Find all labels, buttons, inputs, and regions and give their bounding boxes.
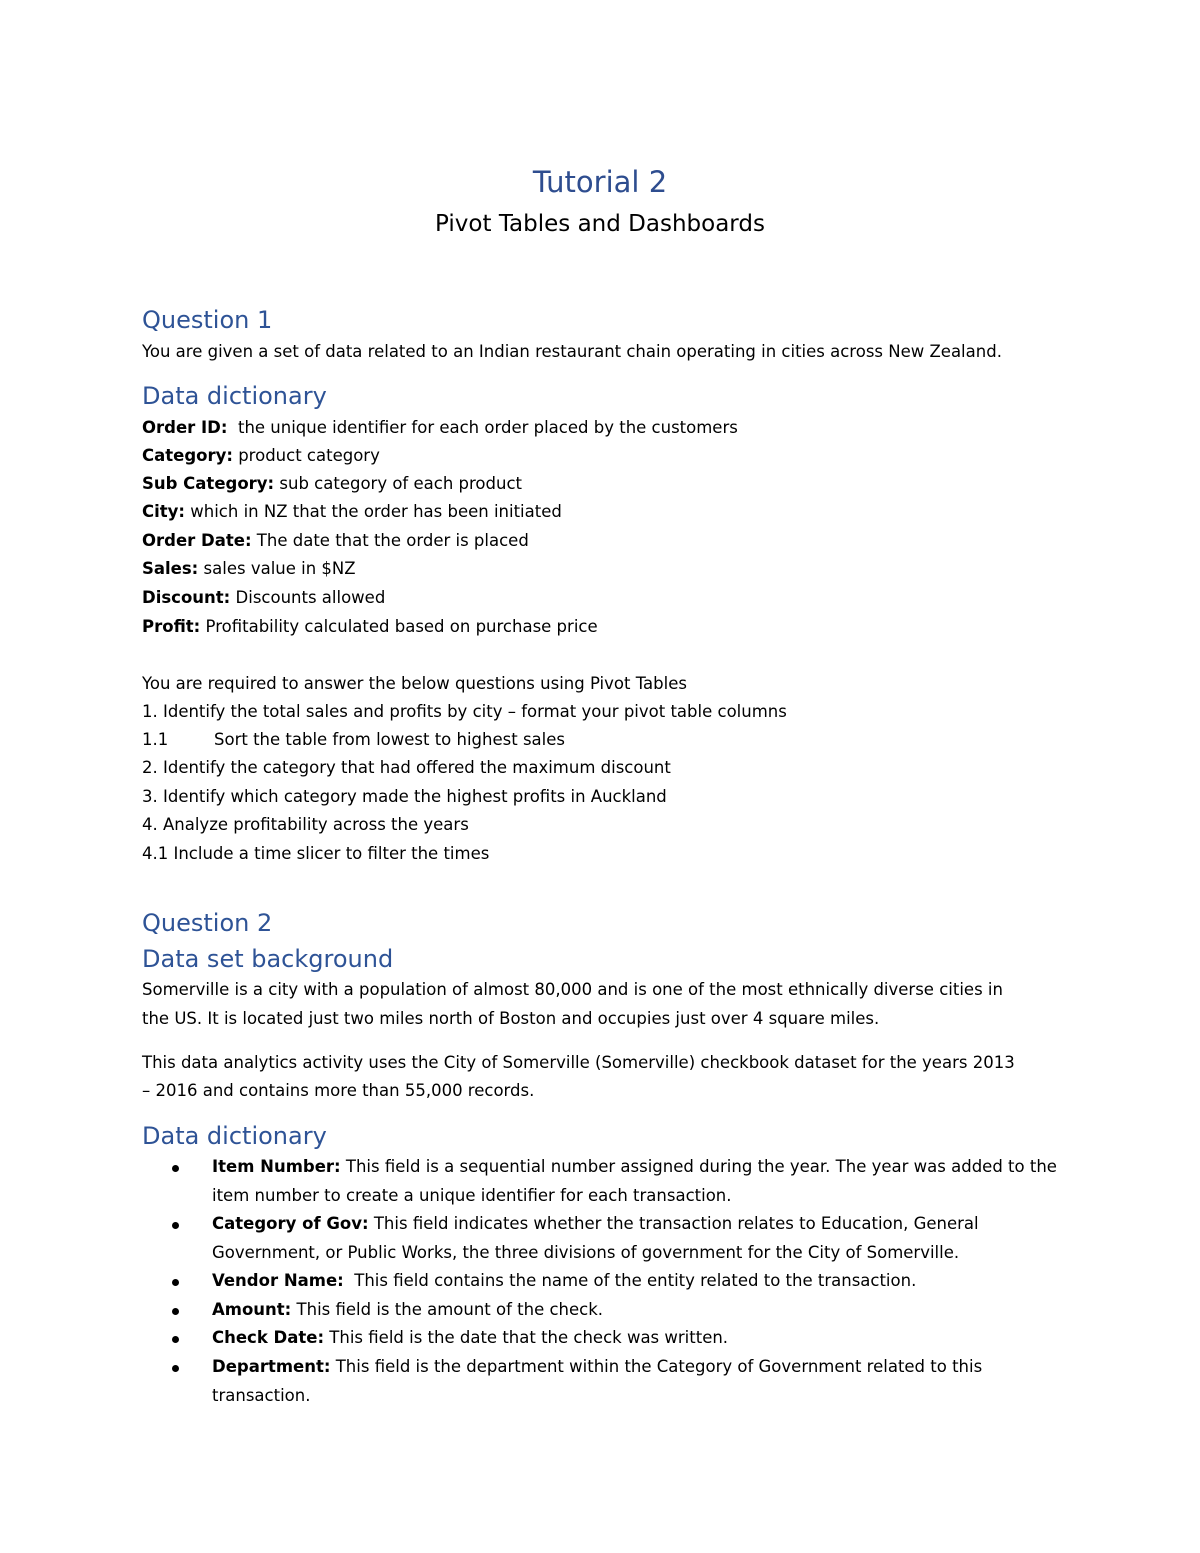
background-paragraph-line: This data analytics activity uses the City of Somerville (Somerville) checkbook dataset for the years 2013 [142,1053,1015,1072]
dictionary-entry [142,584,385,612]
document-title: Tutorial 2 [532,165,668,199]
dictionary-entry [142,555,356,583]
dictionary-entry [142,442,380,470]
dictionary-term: Category: [142,446,233,465]
data-dictionary-heading-2: Data dictionary [142,1122,327,1150]
document-subtitle: Pivot Tables and Dashboards [435,211,765,237]
data-set-background-heading: Data set background [142,945,394,973]
bullet-icon [172,1165,179,1172]
task-item: 4. Analyze profitability across the years [142,815,469,834]
dictionary-desc: product category [232,446,380,465]
dictionary-term: Discount: [142,588,231,607]
dictionary-entry [142,613,598,641]
bullet-icon [172,1279,179,1286]
list-item-text [212,1353,1072,1410]
list-item-term: Amount: [212,1300,292,1319]
list-item-desc: This field is the amount of the check. [291,1300,604,1319]
task-number: 1.1 [142,730,169,749]
dictionary-desc: Profitability calculated based on purchase price [200,617,598,636]
list-item-term: Check Date: [212,1328,325,1347]
bullet-icon [172,1365,179,1372]
dictionary-entry [142,414,738,442]
dictionary-term: Order ID: [142,418,228,437]
dictionary-desc: Discounts allowed [230,588,386,607]
bullet-icon [172,1308,179,1315]
dictionary-desc: The date that the order is placed [251,531,529,550]
list-item-term: Vendor Name: [212,1271,344,1290]
background-paragraph-line: the US. It is located just two miles north of Boston and occupies just over 4 square miles. [142,1009,880,1028]
task-item [142,726,565,754]
dictionary-desc: sales value in $NZ [198,559,356,578]
list-item-desc: This field is a sequential number assigned during the year. The year was added to the item number to create a unique identifier for each transaction. [212,1157,1057,1205]
dictionary-desc: which in NZ that the order has been initiated [185,502,562,521]
dictionary-term: Profit: [142,617,201,636]
list-item-text [212,1210,1072,1267]
dictionary-entry [142,498,562,526]
list-item-text [212,1153,1072,1210]
background-paragraph-line: Somerville is a city with a population of almost 80,000 and is one of the most ethnically diverse cities in [142,980,1003,999]
bullet-icon [172,1222,179,1229]
question-1-heading: Question 1 [142,306,273,334]
question-2-heading: Question 2 [142,909,273,937]
task-text: Sort the table from lowest to highest sales [214,730,565,749]
tasks-intro: You are required to answer the below questions using Pivot Tables [142,674,687,693]
dictionary-entry [142,527,529,555]
dictionary-term: Sub Category: [142,474,275,493]
bullet-icon [172,1336,179,1343]
list-item-term: Category of Gov: [212,1214,369,1233]
background-paragraph-line: – 2016 and contains more than 55,000 records. [142,1081,535,1100]
dictionary-entry [142,470,522,498]
list-item-desc: This field is the date that the check was written. [324,1328,729,1347]
task-item: 4.1 Include a time slicer to filter the times [142,844,490,863]
list-item-desc: This field contains the name of the entity related to the transaction. [343,1271,917,1290]
task-item: 3. Identify which category made the highest profits in Auckland [142,787,667,806]
list-item-text [212,1267,1072,1296]
list-item-text [212,1324,1072,1353]
task-item: 2. Identify the category that had offered the maximum discount [142,758,671,777]
dictionary-term: City: [142,502,186,521]
task-item: 1. Identify the total sales and profits by city – format your pivot table columns [142,702,787,721]
dictionary-term: Sales: [142,559,199,578]
dictionary-desc: the unique identifier for each order placed by the customers [227,418,738,437]
list-item-desc: This field is the department within the Category of Government related to this transaction. [212,1357,983,1405]
question-1-intro: You are given a set of data related to an Indian restaurant chain operating in cities across New Zealand. [142,342,1002,361]
list-item-text [212,1296,1072,1325]
data-dictionary-heading-1: Data dictionary [142,382,327,410]
dictionary-desc: sub category of each product [274,474,522,493]
list-item-term: Department: [212,1357,331,1376]
dictionary-term: Order Date: [142,531,252,550]
list-item-desc: This field indicates whether the transaction relates to Education, General Government, or Public Works, the three divisions of government for the City of Somerville. [212,1214,979,1262]
list-item-term: Item Number: [212,1157,341,1176]
